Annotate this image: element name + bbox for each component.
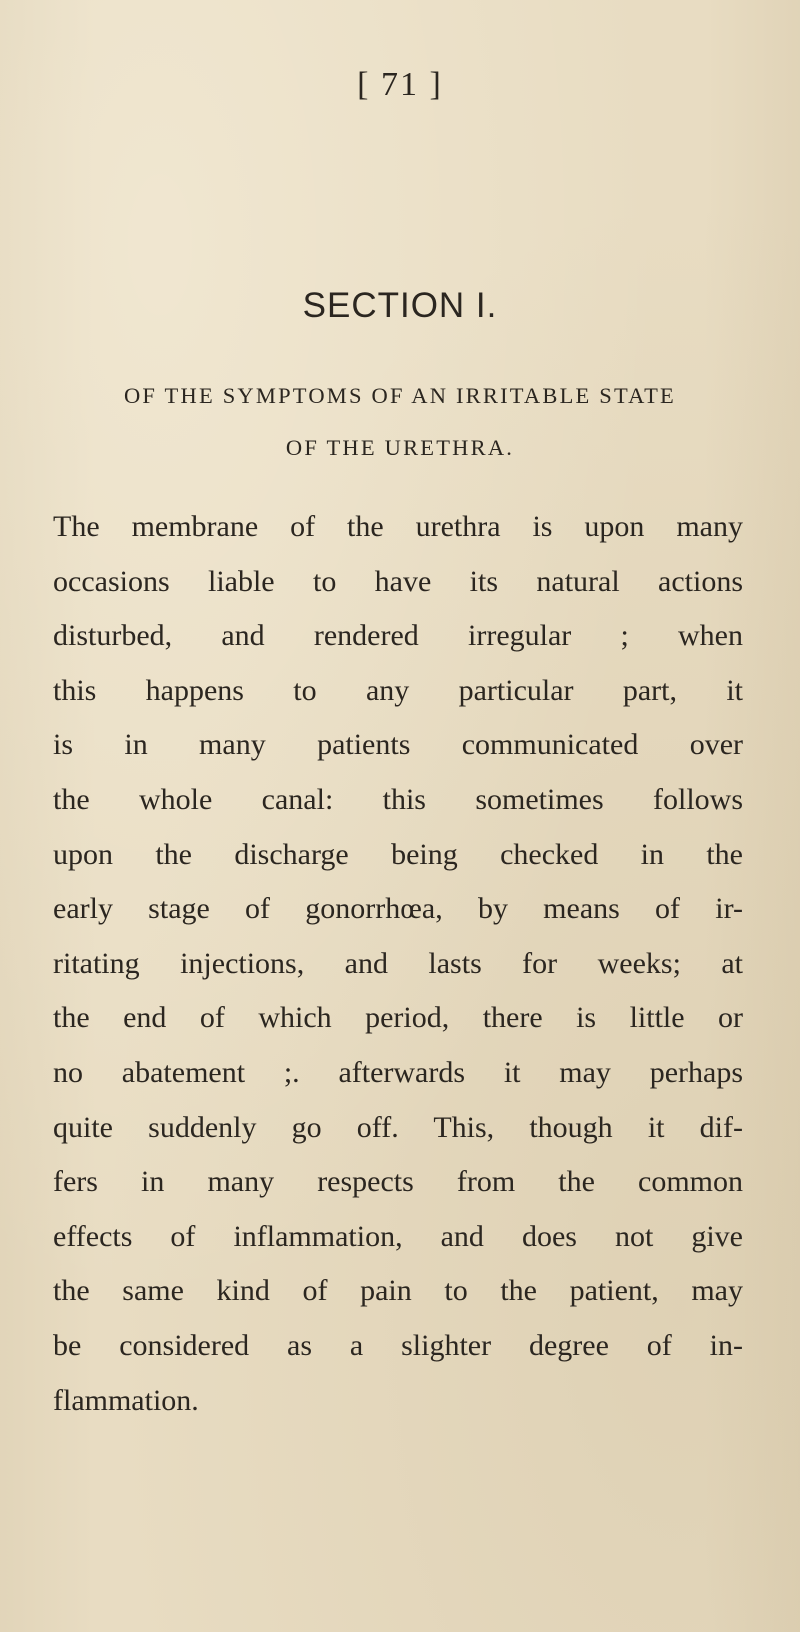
text-line: upon the discharge being checked in the: [53, 837, 743, 871]
text-line: be considered as a slighter degree of in-: [53, 1328, 743, 1362]
text-line: The membrane of the urethra is upon many: [53, 510, 743, 543]
text-line: disturbed, and rendered irregular ; when: [53, 619, 743, 653]
page-number: [ 71 ]: [357, 66, 443, 103]
text-line: flammation.: [53, 1383, 199, 1417]
text-line: the whole canal: this sometimes follows: [53, 782, 743, 816]
text-line: no abatement ;. afterwards it may perhaps: [53, 1055, 743, 1089]
text-line: fers in many respects from the common: [53, 1165, 743, 1199]
section-subtitle-line-1: OF THE SYMPTOMS OF AN IRRITABLE STATE: [123, 383, 677, 408]
text-line: quite suddenly go off. This, though it dif-: [53, 1110, 743, 1144]
text-line: ritating injections, and lasts for weeks; at: [53, 946, 743, 980]
section-heading: SECTION I.: [302, 286, 498, 325]
text-line: this happens to any particular part, it: [53, 673, 743, 707]
body-paragraph: [53, 500, 743, 1428]
text-line: is in many patients communicated over: [53, 728, 743, 762]
section-subtitle-line-2: OF THE URETHRA.: [285, 435, 515, 460]
text-line: occasions liable to have its natural actions: [53, 564, 743, 598]
text-line: the same kind of pain to the patient, may: [53, 1274, 743, 1308]
text-line: effects of inflammation, and does not give: [53, 1219, 743, 1253]
text-line: early stage of gonorrhœa, by means of ir-: [53, 892, 743, 926]
text-line: the end of which period, there is little or: [53, 1001, 743, 1035]
